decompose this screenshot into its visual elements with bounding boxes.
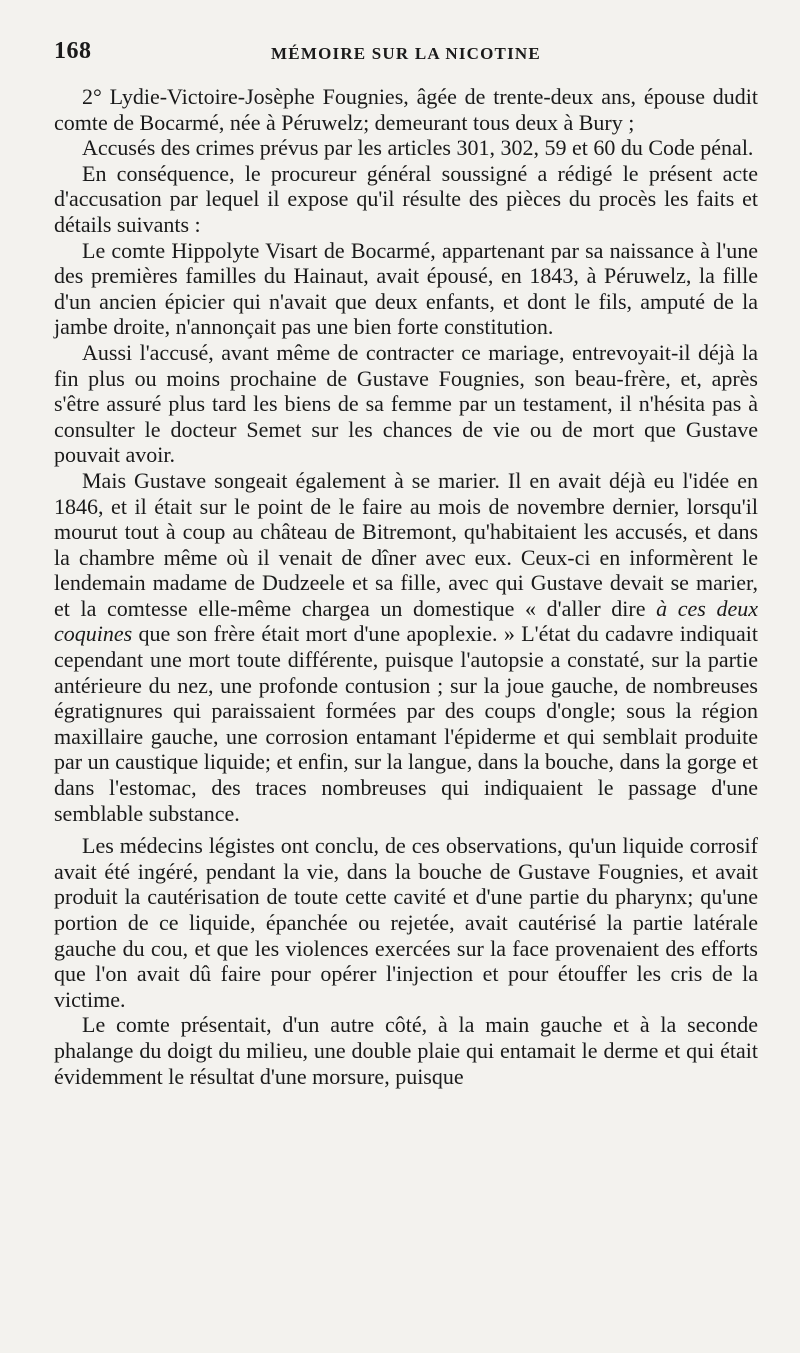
paragraph-count-bocarme: Le comte Hippolyte Visart de Bocarmé, appartenant par sa naissance à l'une des premières familles du Hainaut, avait épousé, en 1843, à Péruwelz, la fille d'un ancien épicier qui n'avait que deux enfants, et dont le fils, amputé de la jambe droite, n'annonçait pas une bien forte constitution. <box>54 237 758 340</box>
page-number: 168 <box>54 38 92 64</box>
paragraph-text-part: que son frère était mort d'une apoplexie. » L'état du cadavre indiquait cependant une mort toute différente, puisque l'autopsie a constaté, sur la partie antérieure du nez, une profonde contusion ; sur la joue gauche, de nombreuses égratignures qui paraissaient formées par des coups d'ongle; sous la région maxillaire gauche, une corrosion entamant l'épiderme et qui semblait produite par un caustique liquide; et enfin, sur la langue, dans la bouche, dans la gorge et dans l'estomac, des traces nombreuses qui indiquaient le passage d'une semblable substance. <box>54 621 758 826</box>
paragraph-gustave-death <box>54 468 758 826</box>
paragraph-text-part: Mais Gustave songeait également à se marier. Il en avait déjà eu l'idée en 1846, et il était sur le point de le faire au mois de novembre dernier, lorsqu'il mourut tout à coup au château de Bitremont, qu'habitaient les accusés, et dans la chambre même où il venait de dîner avec eux. Ceux-ci en informèrent le lendemain madame de Dudzeele et sa fille, avec qui Gustave devait se marier, et la comtesse elle-même chargea un domestique « d'aller dire <box>54 467 758 621</box>
paragraph-accused-intent: Aussi l'accusé, avant même de contracter ce mariage, entrevoyait-il déjà la fin plus ou moins prochaine de Gustave Fougnies, son beau-frère, et, après s'être assuré plus tard les biens de sa femme par un testament, il n'hésita pas à consulter le docteur Semet sur les chances de vie ou de mort que Gustave pouvait avoir. <box>54 339 758 468</box>
paragraph-medical-findings: Les médecins légistes ont conclu, de ces observations, qu'un liquide corrosif avait été ingéré, pendant la vie, dans la bouche de Gustave Fougnies, et avait produit la cautérisation de toute cette cavité et d'une partie du pharynx; qu'une portion de ce liquide, épanchée ou rejetée, avait cautérisé la partie latérale gauche du cou, et que les violences exercées sur la face provenaient des efforts que l'on avait dû faire pour opérer l'injection et pour étouffer les cris de la victime. <box>54 833 758 1012</box>
body-text <box>54 84 758 1089</box>
paragraph-count-wound: Le comte présentait, d'un autre côté, à la main gauche et à la seconde phalange du doigt du milieu, une double plaie qui entamait le derme et qui était évidemment le résultat d'une morsure, puisque <box>54 1012 758 1089</box>
paragraph-prosecutor: En conséquence, le procureur général soussigné a rédigé le présent acte d'accusation par lequel il expose qu'il résulte des pièces du procès les faits et détails suivants : <box>54 160 758 237</box>
paragraph-charges: Accusés des crimes prévus par les articles 301, 302, 59 et 60 du Code pénal. <box>82 135 754 161</box>
italic-quote: à ces deux coquines <box>54 595 758 647</box>
page-header <box>54 38 758 78</box>
paragraph-accused-lydie: 2° Lydie-Victoire-Josèphe Fougnies, âgée de trente-deux ans, épouse dudit comte de Bocarmé, née à Péruwelz; demeurant tous deux à Bury ; <box>54 84 758 135</box>
running-title: MÉMOIRE SUR LA NICOTINE <box>271 44 541 63</box>
